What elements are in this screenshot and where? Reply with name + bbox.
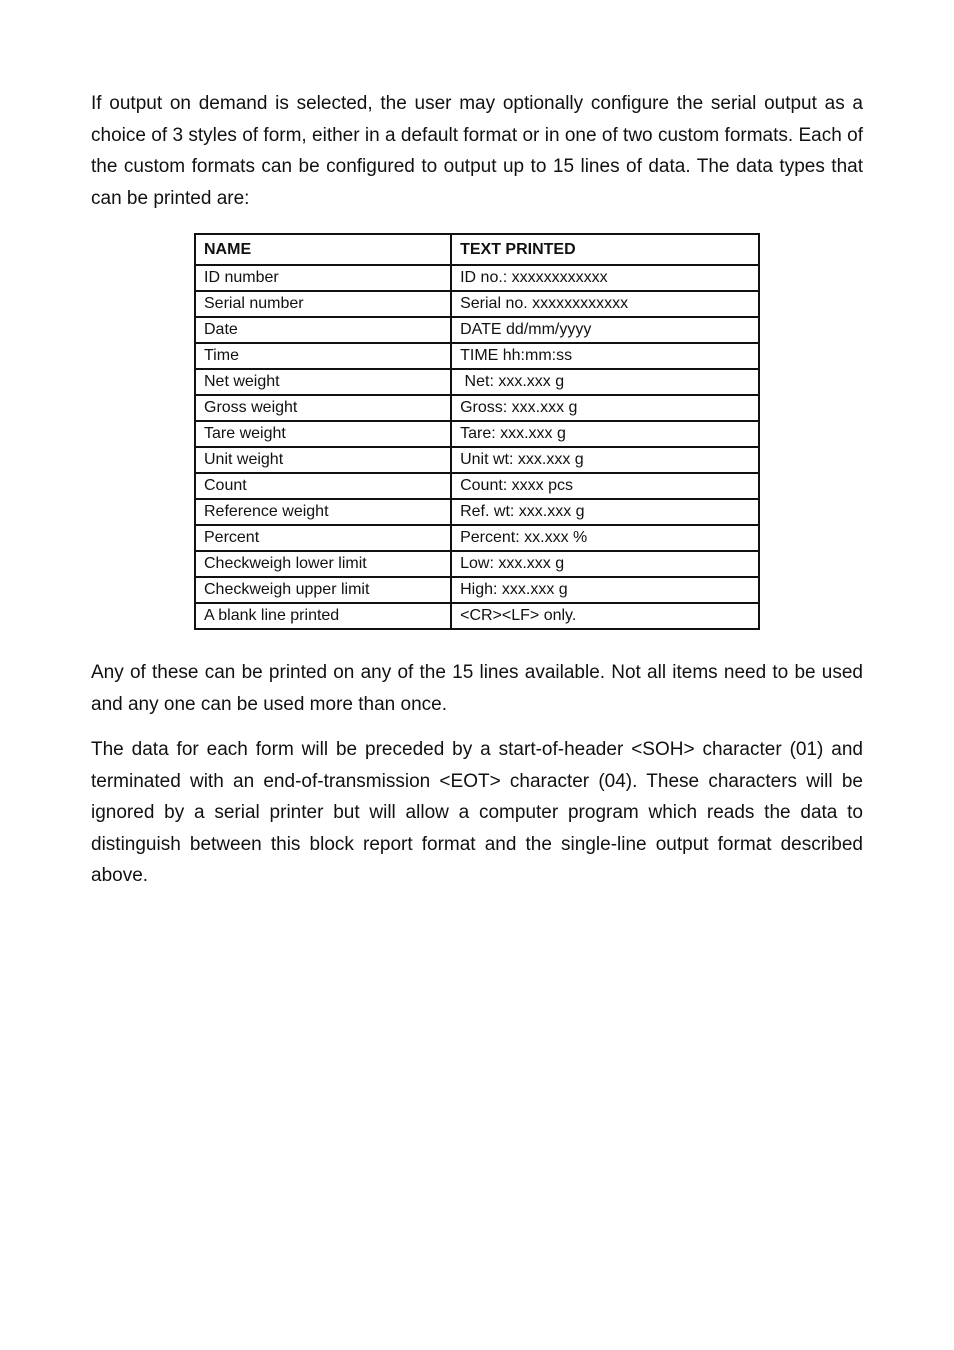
cell-text-printed: Tare: xxx.xxx g [451, 421, 759, 447]
column-header-name: NAME [195, 234, 451, 265]
cell-text-printed: Net: xxx.xxx g [451, 369, 759, 395]
table-row [195, 499, 759, 525]
table-row [195, 603, 759, 629]
cell-text-printed: Low: xxx.xxx g [451, 551, 759, 577]
cell-name: Count [195, 473, 451, 499]
cell-text-printed: Gross: xxx.xxx g [451, 395, 759, 421]
cell-text-printed: ID no.: xxxxxxxxxxxx [451, 265, 759, 291]
table-row [195, 577, 759, 603]
table-row [195, 421, 759, 447]
cell-text-printed: Serial no. xxxxxxxxxxxx [451, 291, 759, 317]
cell-name: Serial number [195, 291, 451, 317]
table-row [195, 447, 759, 473]
table-row [195, 369, 759, 395]
cell-name: Time [195, 343, 451, 369]
table-row [195, 265, 759, 291]
cell-name: Unit weight [195, 447, 451, 473]
cell-text-printed: High: xxx.xxx g [451, 577, 759, 603]
cell-text-printed: DATE dd/mm/yyyy [451, 317, 759, 343]
column-header-text-printed: TEXT PRINTED [451, 234, 759, 265]
document-page [91, 88, 863, 892]
table-header-row [195, 234, 759, 265]
cell-text-printed: Count: xxxx pcs [451, 473, 759, 499]
usage-paragraph: Any of these can be printed on any of the 15 lines available. Not all items need to be used and any one can be used more than once. [91, 662, 863, 715]
table-row [195, 317, 759, 343]
cell-name: Percent [195, 525, 451, 551]
cell-name: A blank line printed [195, 603, 451, 629]
table-row [195, 343, 759, 369]
table-row [195, 291, 759, 317]
table-row [195, 551, 759, 577]
cell-text-printed: <CR><LF> only. [451, 603, 759, 629]
data-types-table [194, 233, 760, 630]
intro-paragraph: If output on demand is selected, the user may optionally configure the serial output as a choice of 3 styles of form, either in a default format or in one of two custom formats. Each of the custom formats can be configured to output up to 15 lines of data. The data types that can be printed are: [91, 93, 863, 209]
table-row [195, 473, 759, 499]
cell-name: Reference weight [195, 499, 451, 525]
cell-text-printed: TIME hh:mm:ss [451, 343, 759, 369]
cell-name: Net weight [195, 369, 451, 395]
cell-text-printed: Percent: xx.xxx % [451, 525, 759, 551]
cell-name: Checkweigh lower limit [195, 551, 451, 577]
cell-name: ID number [195, 265, 451, 291]
framing-paragraph: The data for each form will be preceded by a start-of-header <SOH> character (01) and terminated with an end-of-transmission <EOT> character (04). These characters will be ignored by a serial printer but will allow a computer program which reads the data to distinguish between this block report format and the single-line output format described above. [91, 739, 863, 886]
table-row [195, 525, 759, 551]
cell-name: Gross weight [195, 395, 451, 421]
cell-text-printed: Unit wt: xxx.xxx g [451, 447, 759, 473]
cell-name: Checkweigh upper limit [195, 577, 451, 603]
cell-name: Tare weight [195, 421, 451, 447]
cell-name: Date [195, 317, 451, 343]
cell-text-printed: Ref. wt: xxx.xxx g [451, 499, 759, 525]
table-row [195, 395, 759, 421]
